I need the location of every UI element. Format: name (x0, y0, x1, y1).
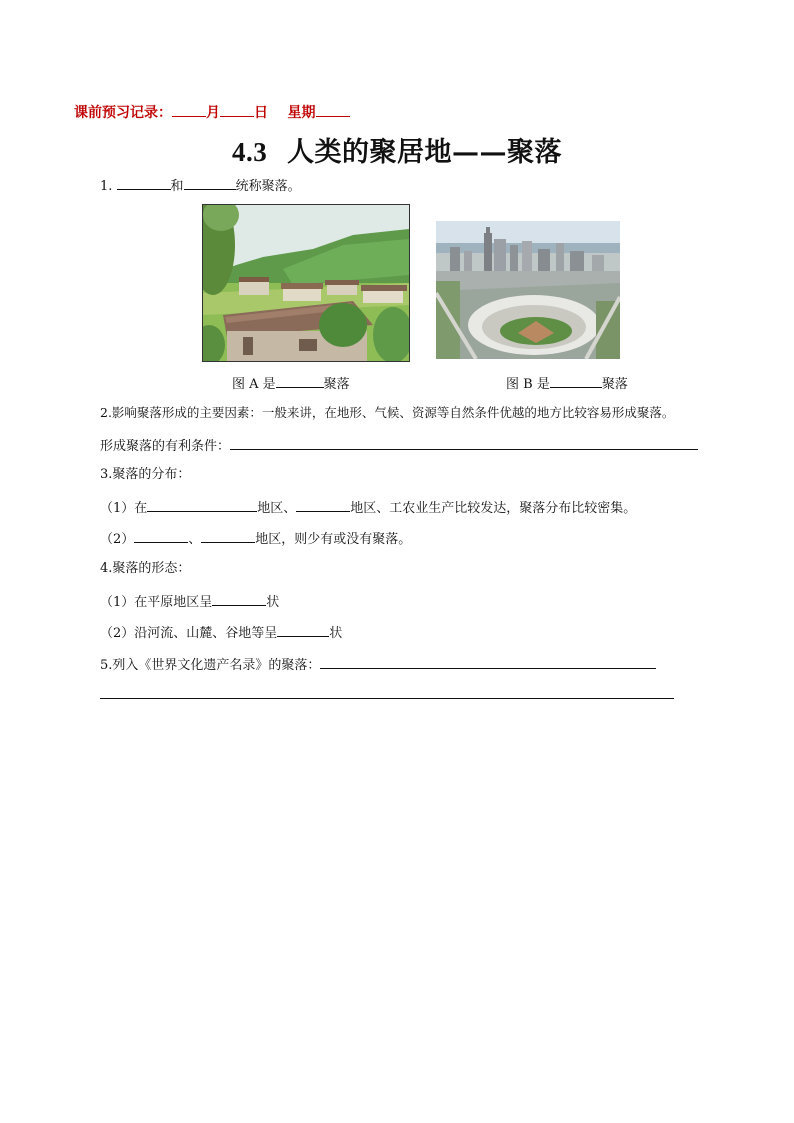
q1-prefix: 1. (100, 179, 113, 194)
q4-item1-blank[interactable] (212, 592, 266, 606)
q3-item2-part-c: 地区，则少有或没有聚落。 (255, 532, 412, 547)
figure-b-blank[interactable] (550, 374, 602, 388)
month-label: 月 (206, 105, 220, 121)
q3-item1-blank-1[interactable] (147, 498, 257, 512)
q4-item1-part-a: （1）在平原地区呈 (100, 595, 213, 610)
q1-mid: 和 (170, 179, 184, 194)
figure-a-caption-prefix: 图 A 是 (232, 377, 276, 392)
favorable-conditions-label: 形成聚落的有利条件： (100, 439, 231, 454)
figure-a-caption-suffix: 聚落 (323, 377, 350, 392)
page-title (0, 130, 794, 169)
question-4-heading: 4.聚落的形态： (100, 561, 191, 576)
q5-blank-1[interactable] (320, 655, 656, 669)
q3-item2-blank-1[interactable] (134, 529, 188, 543)
q3-item2-blank-2[interactable] (201, 529, 255, 543)
q4-item2-part-b: 状 (329, 626, 343, 641)
figure-b-caption (506, 373, 628, 392)
favorable-conditions-blank[interactable] (230, 436, 698, 450)
month-blank[interactable] (172, 102, 206, 117)
q5-text: 5.列入《世界文化遗产名录》的聚落： (100, 658, 321, 673)
day-label: 日 (254, 105, 268, 121)
q3-item2-part-a: （2） (100, 532, 135, 547)
question-1 (100, 176, 301, 195)
weekday-blank[interactable] (316, 102, 350, 117)
q4-item2-part-a: （2）沿河流、山麓、谷地等呈 (100, 626, 278, 641)
figure-a-blank[interactable] (276, 374, 324, 388)
section-title: 人类的聚居地——聚落 (287, 137, 563, 168)
q3-item1-part-c: 地区、工农业生产比较发达，聚落分布比较密集。 (350, 501, 637, 516)
question-2-text: 2.影响聚落形成的主要因素：一般来讲，在地形、气候、资源等自然条件优越的地方比较容易形成聚落。 (100, 405, 675, 420)
q3-item1-part-b: 地区、 (257, 501, 297, 516)
question-3-heading: 3.聚落的分布： (100, 467, 191, 482)
figure-b-caption-suffix: 聚落 (601, 377, 628, 392)
question-3-item-1 (100, 498, 636, 517)
q1-blank-1[interactable] (117, 176, 171, 190)
question-3-item-2 (100, 529, 411, 548)
q3-item2-part-b: 、 (188, 532, 202, 547)
question-2-favorable (100, 436, 698, 455)
question-4-item-2 (100, 623, 342, 642)
q1-blank-2[interactable] (184, 176, 236, 190)
weekday-label: 星期 (287, 105, 316, 121)
day-blank[interactable] (220, 102, 254, 117)
q4-item1-part-b: 状 (266, 595, 280, 610)
question-5 (100, 655, 656, 674)
city-stadium-photo (436, 221, 620, 359)
q1-suffix: 统称聚落。 (235, 179, 301, 194)
q5-blank-2[interactable] (100, 698, 674, 699)
q4-item2-blank[interactable] (277, 623, 329, 637)
figure-b-caption-prefix: 图 B 是 (506, 377, 550, 392)
rural-village-photo (202, 204, 410, 362)
q3-item1-blank-2[interactable] (296, 498, 350, 512)
section-number: 4.3 (231, 137, 268, 167)
preview-record-label: 课前预习记录： (74, 105, 172, 121)
preview-record-header (74, 102, 350, 122)
figure-a-caption (232, 373, 350, 392)
q3-item1-part-a: （1）在 (100, 501, 148, 516)
question-4-item-1 (100, 592, 279, 611)
